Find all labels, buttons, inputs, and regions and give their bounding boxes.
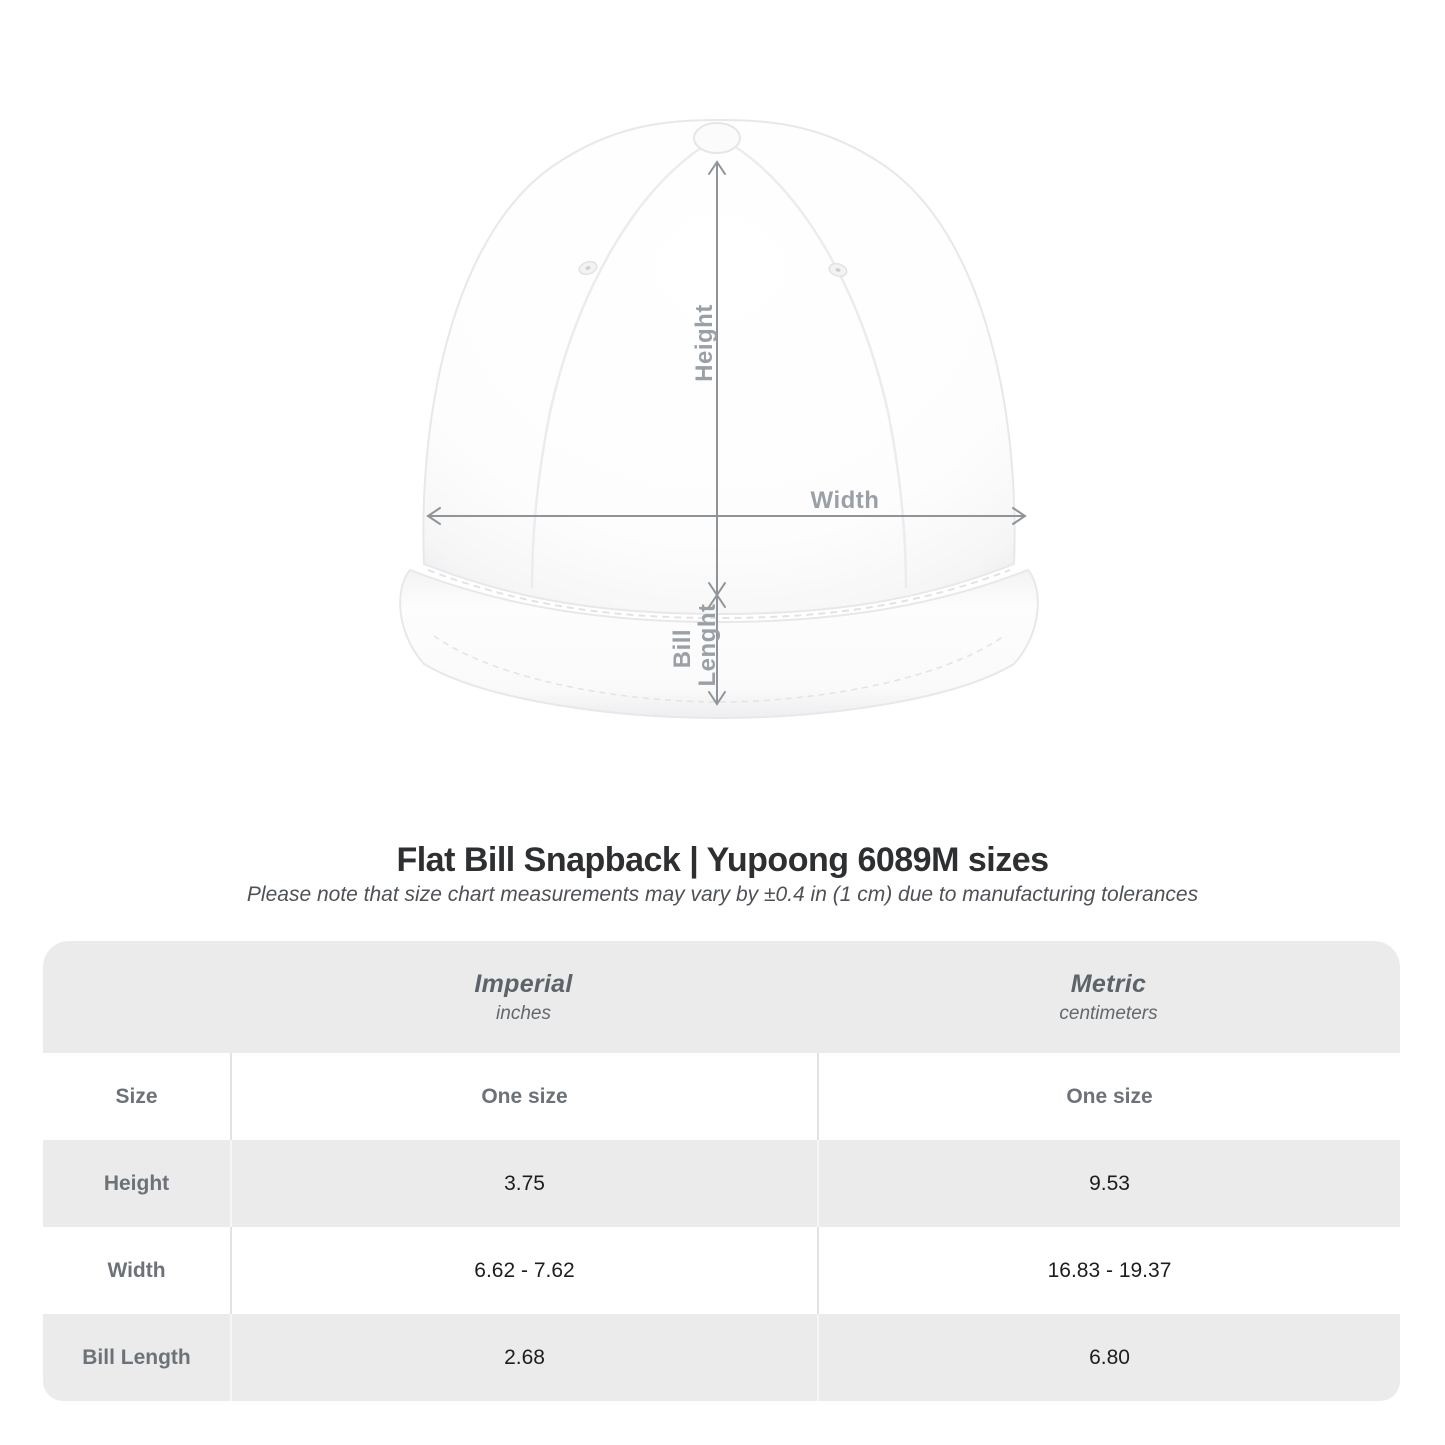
imperial-value: 3.75 [230,1140,817,1227]
imperial-value: 6.62 - 7.62 [230,1227,817,1314]
metric-unit-label: centimeters [1059,1002,1158,1024]
hat-top-button [694,123,740,153]
imperial-label: Imperial [474,969,573,998]
metric-column-header [817,970,1400,1025]
tolerance-note: Please note that size chart measurements may vary by ±0.4 in (1 cm) due to manufacturing tolerances [246,883,1199,906]
hat-measurement-diagram [398,112,1048,732]
table-header-row [43,941,1400,1053]
row-label: Bill Length [82,1345,191,1369]
metric-value: 9.53 [817,1140,1400,1227]
page-title: Flat Bill Snapback | Yupoong 6089M sizes [396,841,1049,879]
bill-label-word-2: Lenght [694,603,721,687]
height-dimension-label: Height [691,304,718,382]
table-row-bill-length [43,1314,1400,1401]
table-row-size [43,1053,1400,1140]
metric-label: Metric [1070,969,1147,998]
imperial-value: 2.68 [230,1314,817,1401]
imperial-value: One size [230,1053,817,1140]
bill-label-word-1: Bill [669,628,696,669]
size-chart-table [43,941,1400,1401]
metric-value: 16.83 - 19.37 [817,1227,1400,1314]
metric-value: One size [817,1053,1400,1140]
row-label: Height [103,1171,170,1195]
table-row-height [43,1140,1400,1227]
metric-value: 6.80 [817,1314,1400,1401]
table-row-width [43,1227,1400,1314]
width-dimension-label: Width [810,487,880,514]
hat-crown [423,120,1014,614]
snapback-hat-illustration [398,112,1048,732]
imperial-unit-label: inches [496,1002,551,1024]
row-label: Size [115,1084,158,1108]
row-label: Width [107,1258,166,1282]
imperial-column-header [230,970,817,1025]
